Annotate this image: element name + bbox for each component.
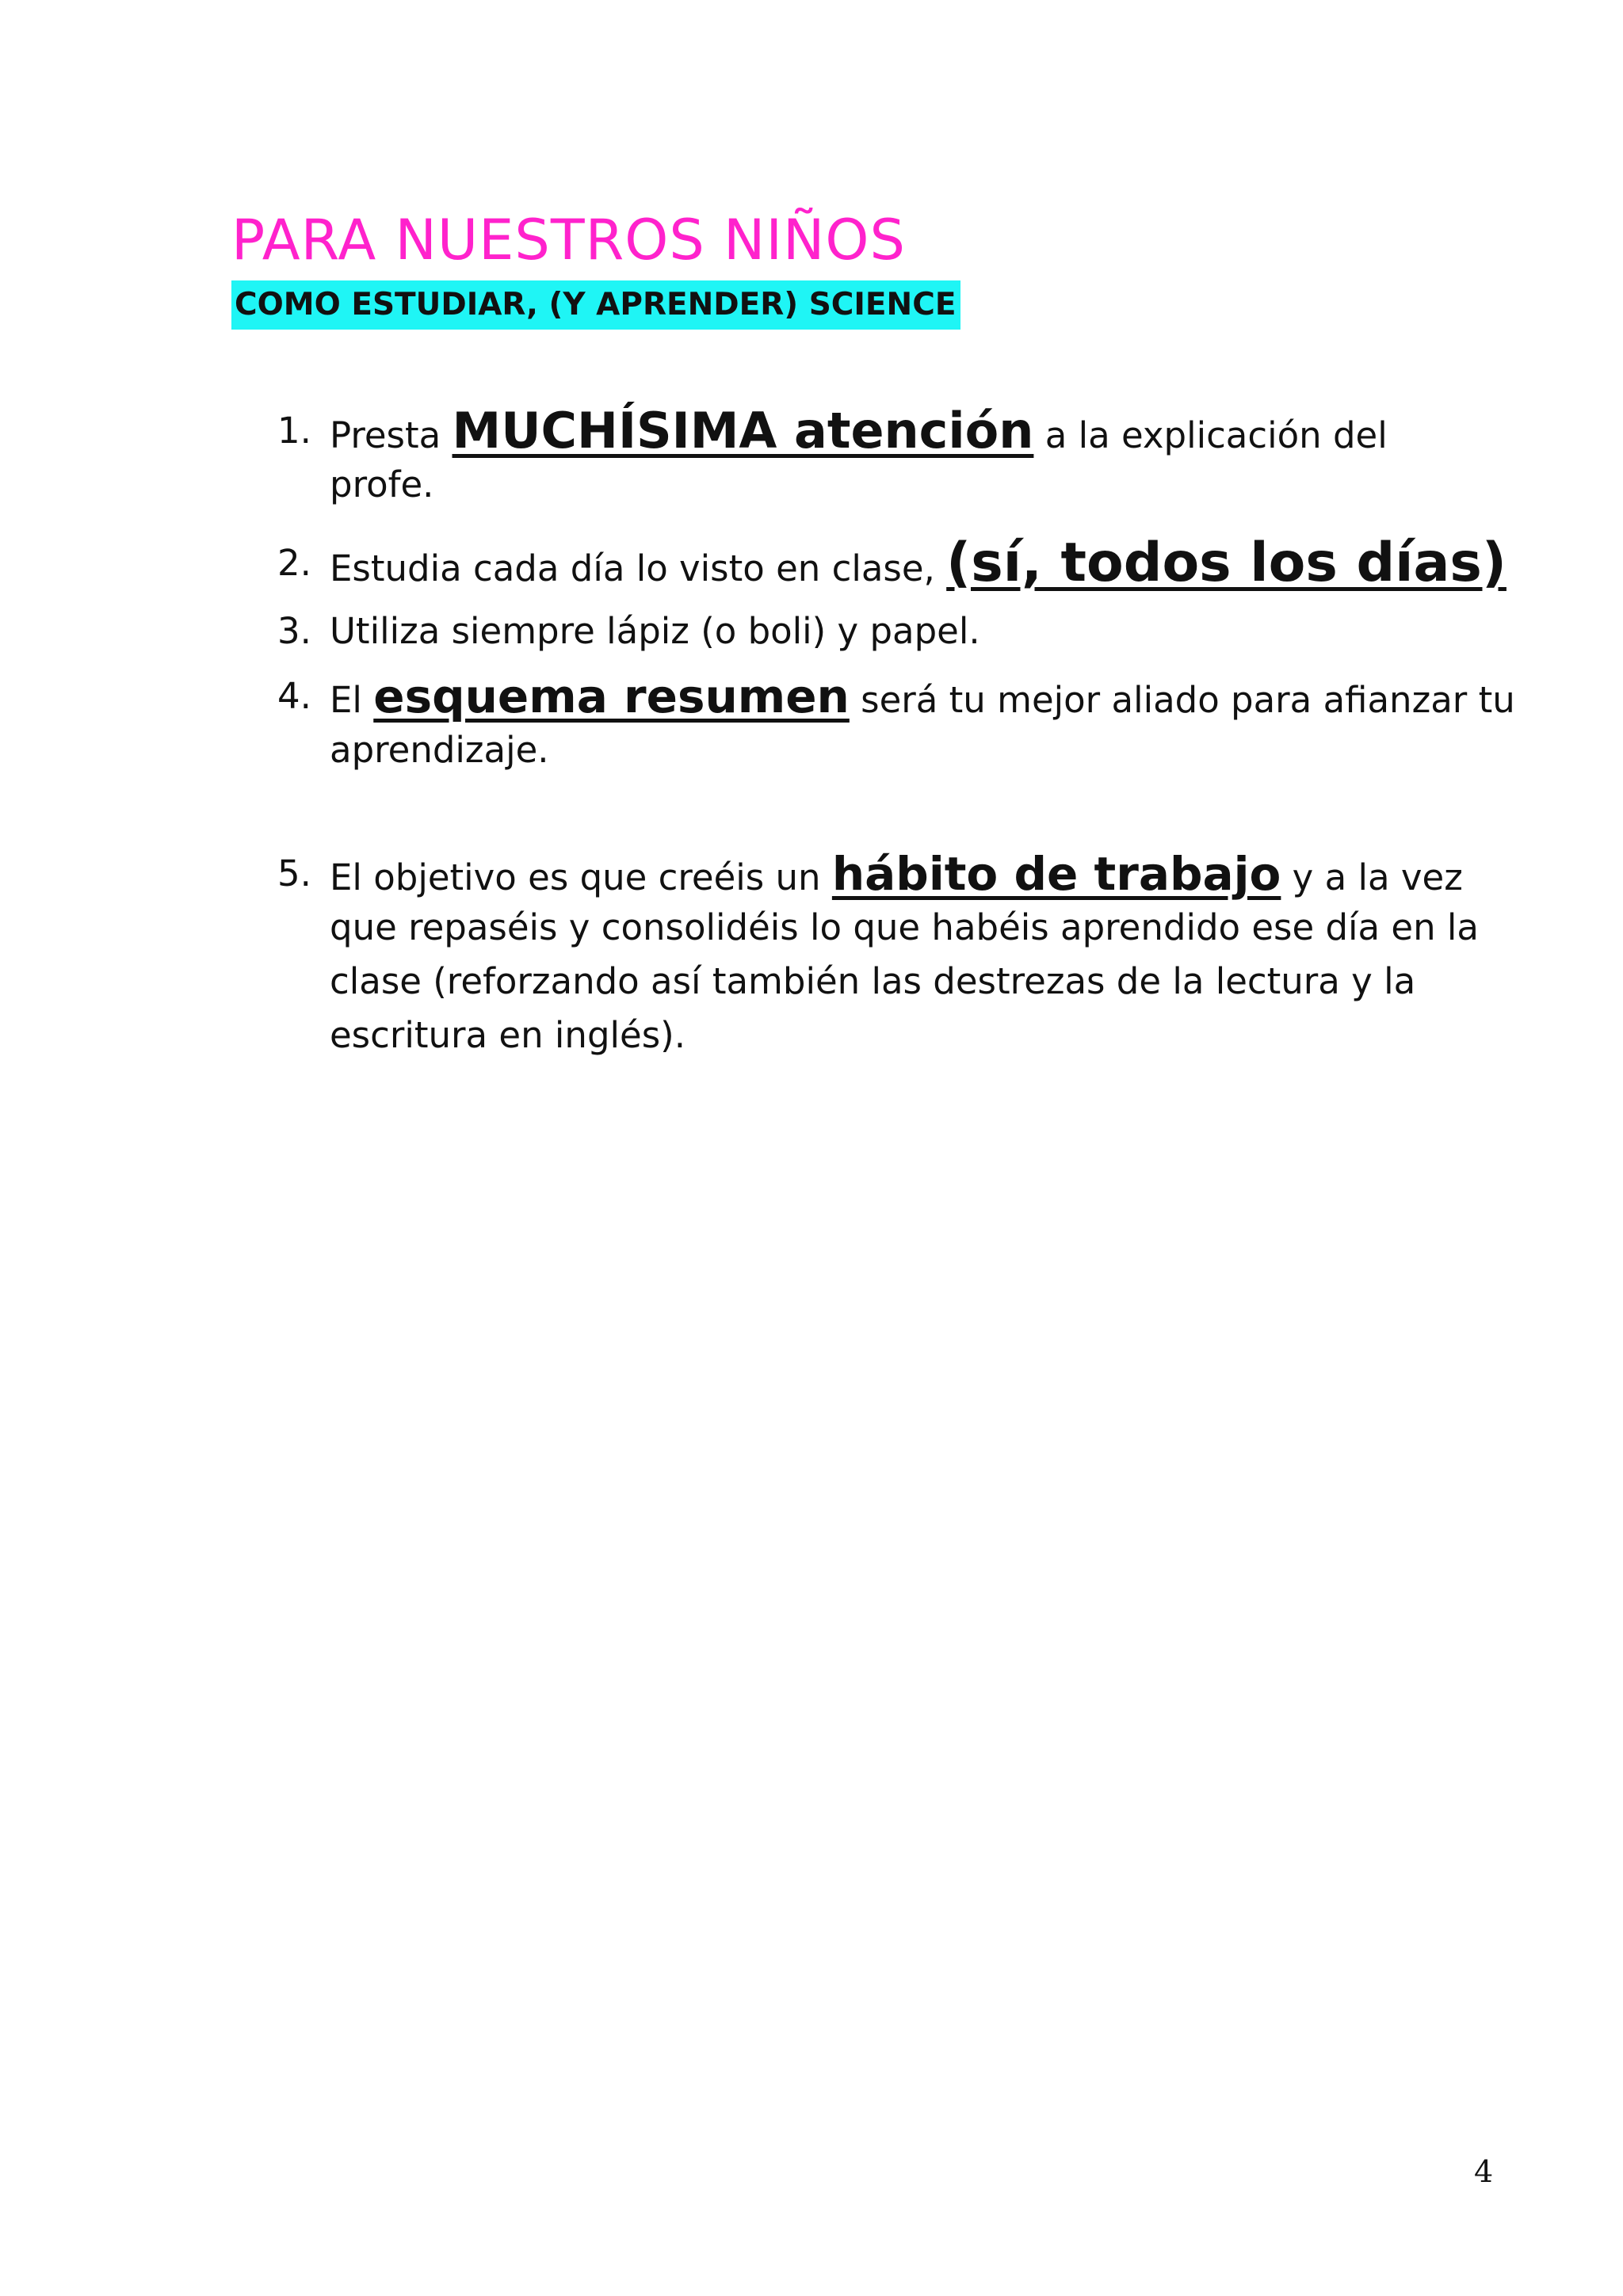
step-number: 2.: [277, 542, 311, 584]
step-line: Utiliza siempre lápiz (o boli) y papel.: [330, 610, 980, 652]
step-number: 1.: [277, 410, 311, 452]
page-number: 4: [1474, 2154, 1494, 2189]
step-number: 4.: [277, 675, 311, 717]
step-text-after: y a la vez: [1281, 856, 1463, 898]
step-text-before: Estudia cada día lo visto en clase,: [330, 547, 947, 589]
step-continuation-line: clase (reforzando así también las destrezas de la lectura y la: [330, 960, 1416, 1002]
step-emphasis: esquema resumen: [373, 669, 850, 723]
step-text-before: Presta: [330, 414, 453, 456]
step-text-before: El: [330, 679, 374, 721]
step-text: [330, 532, 1507, 594]
step-number: 5.: [277, 852, 311, 894]
step-text-after: será tu mejor aliado para afianzar tu: [849, 679, 1515, 721]
step-continuation-line: que repaséis y consolidéis lo que habéis aprendido ese día en la: [330, 906, 1479, 948]
step-text: [330, 605, 1503, 658]
step-text-after: a la explicación del: [1033, 414, 1388, 456]
step-text: [330, 404, 1503, 512]
step-text: [330, 847, 1503, 1062]
step-continuation-line: escritura en inglés).: [330, 1014, 686, 1056]
step-line: [330, 532, 1507, 594]
step-emphasis: (sí, todos los días): [946, 532, 1507, 594]
step-emphasis: MUCHÍSIMA atención: [452, 402, 1034, 460]
step-line: [330, 404, 1503, 458]
step-continuation-line: profe.: [330, 463, 434, 505]
step-number: 3.: [277, 610, 311, 652]
step-text-before: El objetivo es que creéis un: [330, 856, 832, 898]
step-emphasis: hábito de trabajo: [831, 847, 1281, 901]
page-title: PARA NUESTROS NIÑOS: [231, 208, 906, 273]
step-line: [330, 669, 1515, 723]
step-line: [330, 847, 1503, 901]
step-continuation-line: aprendizaje.: [330, 729, 549, 771]
step-text: [330, 669, 1515, 777]
page-subtitle-highlighted: COMO ESTUDIAR, (Y APRENDER) SCIENCE: [231, 280, 960, 330]
